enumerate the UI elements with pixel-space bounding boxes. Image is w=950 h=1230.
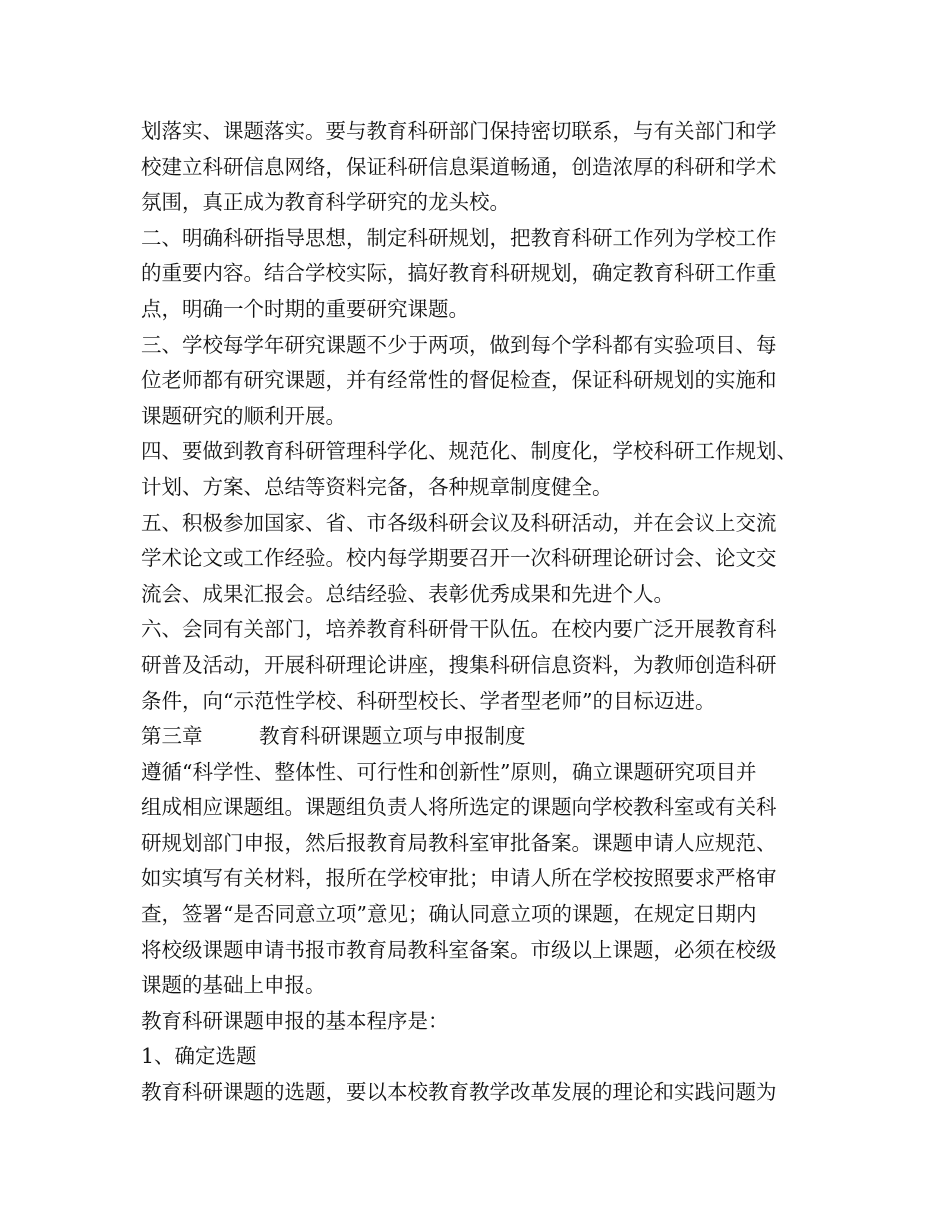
body-line: 课题的基础上申报。 [141, 973, 326, 998]
body-line: 组成相应课题组。课题组负责人将所选定的课题向学校教科室或有关科 [141, 795, 777, 820]
chapter-heading [141, 719, 841, 755]
body-line: 研普及活动，开展科研理论讲座，搜集科研信息资料，为教师创造科研 [141, 652, 777, 677]
body-line: 计划、方案、总结等资料完备，各种规章制度健全。 [141, 474, 613, 499]
body-line: 研规划部门申报，然后报教育局教科室审批备案。课题申请人应规范、 [141, 830, 777, 855]
document-body [141, 114, 841, 1111]
body-line: 将校级课题申请书报市教育局教科室备案。市级以上课题，必须在校级 [141, 937, 777, 962]
body-line: 查，签署“是否同意立项”意见；确认同意立项的课题，在规定日期内 [141, 902, 757, 927]
chapter-title: 教育科研课题立项与申报制度 [259, 724, 526, 749]
body-line: 教育科研课题的选题，要以本校教育教学改革发展的理论和实践问题为 [141, 1080, 777, 1105]
body-line: 四、要做到教育科研管理科学化、规范化、制度化，学校科研工作规划、 [141, 439, 797, 464]
section-heading: 1、确定选题 [141, 1044, 257, 1069]
body-line: 五、积极参加国家、省、市各级科研会议及科研活动，并在会议上交流 [141, 510, 777, 535]
body-line: 校建立科研信息网络，保证科研信息渠道畅通，创造浓厚的科研和学术 [141, 154, 777, 179]
body-line: 划落实、课题落实。要与教育科研部门保持密切联系，与有关部门和学 [141, 119, 777, 143]
body-line: 课题研究的顺利开展。 [141, 403, 346, 428]
body-line: 六、会同有关部门，培养教育科研骨干队伍。在校内要广泛开展教育科 [141, 617, 777, 642]
chapter-number: 第三章 [141, 724, 203, 749]
body-line: 如实填写有关材料，报所在学校审批；申请人所在学校按照要求严格审 [141, 866, 777, 891]
body-line: 的重要内容。结合学校实际，搞好教育科研规划，确定教育科研工作重 [141, 261, 777, 286]
body-line: 位老师都有研究课题，并有经常性的督促检查，保证科研规划的实施和 [141, 368, 777, 393]
body-line: 遵循“科学性、整体性、可行性和创新性”原则，确立课题研究项目并 [141, 759, 757, 784]
body-line: 三、学校每学年研究课题不少于两项，做到每个学科都有实验项目、每 [141, 332, 777, 357]
body-line: 条件，向“示范性学校、科研型校长、学者型老师”的目标迈进。 [141, 688, 716, 713]
body-line: 流会、成果汇报会。总结经验、表彰优秀成果和先进个人。 [141, 581, 674, 606]
body-line: 学术论文或工作经验。校内每学期要召开一次科研理论研讨会、论文交 [141, 546, 777, 571]
body-line: 二、明确科研指导思想，制定科研规划，把教育科研工作列为学校工作 [141, 225, 777, 250]
body-line: 点，明确一个时期的重要研究课题。 [141, 296, 469, 321]
body-line: 教育科研课题申报的基本程序是： [141, 1008, 449, 1033]
body-line: 氛围，真正成为教育科学研究的龙头校。 [141, 190, 510, 215]
